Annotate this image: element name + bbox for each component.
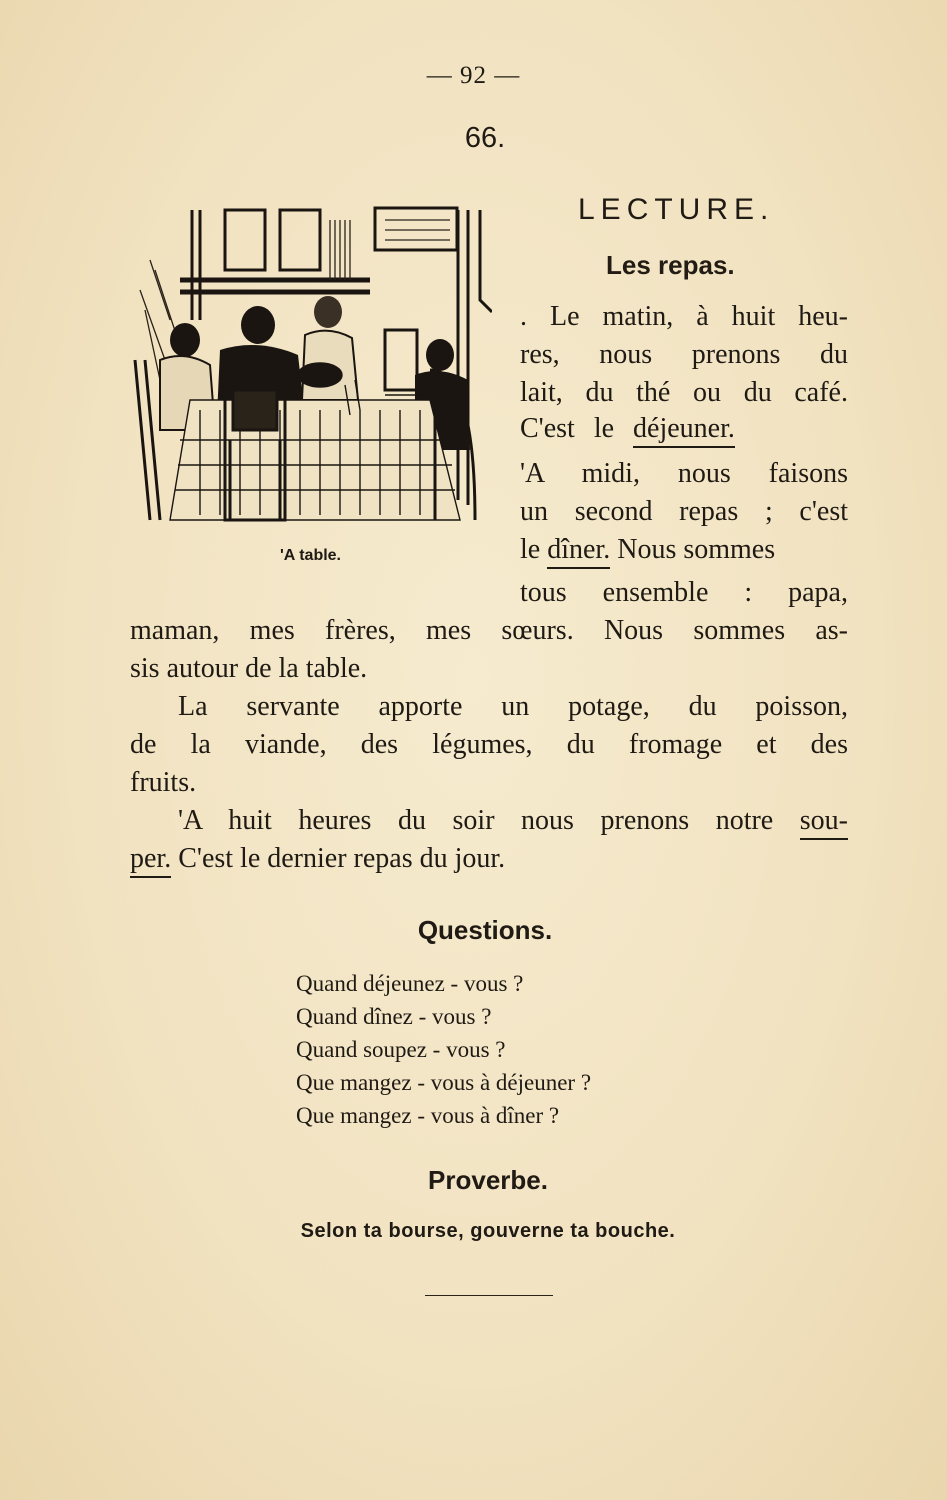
proverb-heading: Proverbe. [428,1165,548,1195]
text-line: maman, mes frères, mes sœurs. Nous sommes as- [130,615,848,646]
text-line: sis autour de la table. [130,653,368,684]
lesson-number: 66. [464,122,506,154]
vocab-dejeuner: déjeuner. [633,413,735,448]
text-line: tous ensemble : papa, [520,577,848,608]
text-line: un second repas ; c'est [520,496,848,527]
reading-title: Les repas. [606,250,735,280]
vocab-diner: dîner. [547,534,610,569]
questions-heading: Questions. [417,915,553,945]
text-line: La servante apporte un potage, du poisson, [178,691,848,722]
question-item: Que mangez - vous à dîner ? [296,1103,560,1128]
end-rule [425,1295,553,1296]
text-line: de la viande, des légumes, du fromage et des [130,729,848,760]
page-number: — 92 — [426,62,521,89]
proverb-text: Selon ta bourse, gouverne ta bouche. [300,1220,676,1242]
text-line: res, nous prenons du [520,339,848,370]
text-line: . Le matin, à huit heu- [520,301,848,332]
dining-table-illustration [130,200,492,530]
vocab-souper-part2: per. [130,843,171,878]
text-line: per. C'est le dernier repas du jour. [130,840,848,878]
question-item: Quand soupez - vous ? [296,1037,506,1062]
text-line: 'A midi, nous faisons [520,458,848,489]
text-line: C'est le déjeuner. [520,410,848,448]
question-item: Quand dînez - vous ? [296,1004,492,1029]
question-item: Quand déjeunez - vous ? [296,971,524,996]
illustration-caption: 'A table. [280,547,341,564]
section-heading: LECTURE. [578,193,775,226]
text-line: lait, du thé ou du café. [520,377,848,408]
text-line: le dîner. Nous sommes [520,531,848,569]
vocab-souper-part1: sou- [800,805,848,840]
question-item: Que mangez - vous à déjeuner ? [296,1070,592,1095]
text-line: 'A huit heures du soir nous prenons notre sou- [130,802,848,840]
text-line: fruits. [130,767,197,798]
